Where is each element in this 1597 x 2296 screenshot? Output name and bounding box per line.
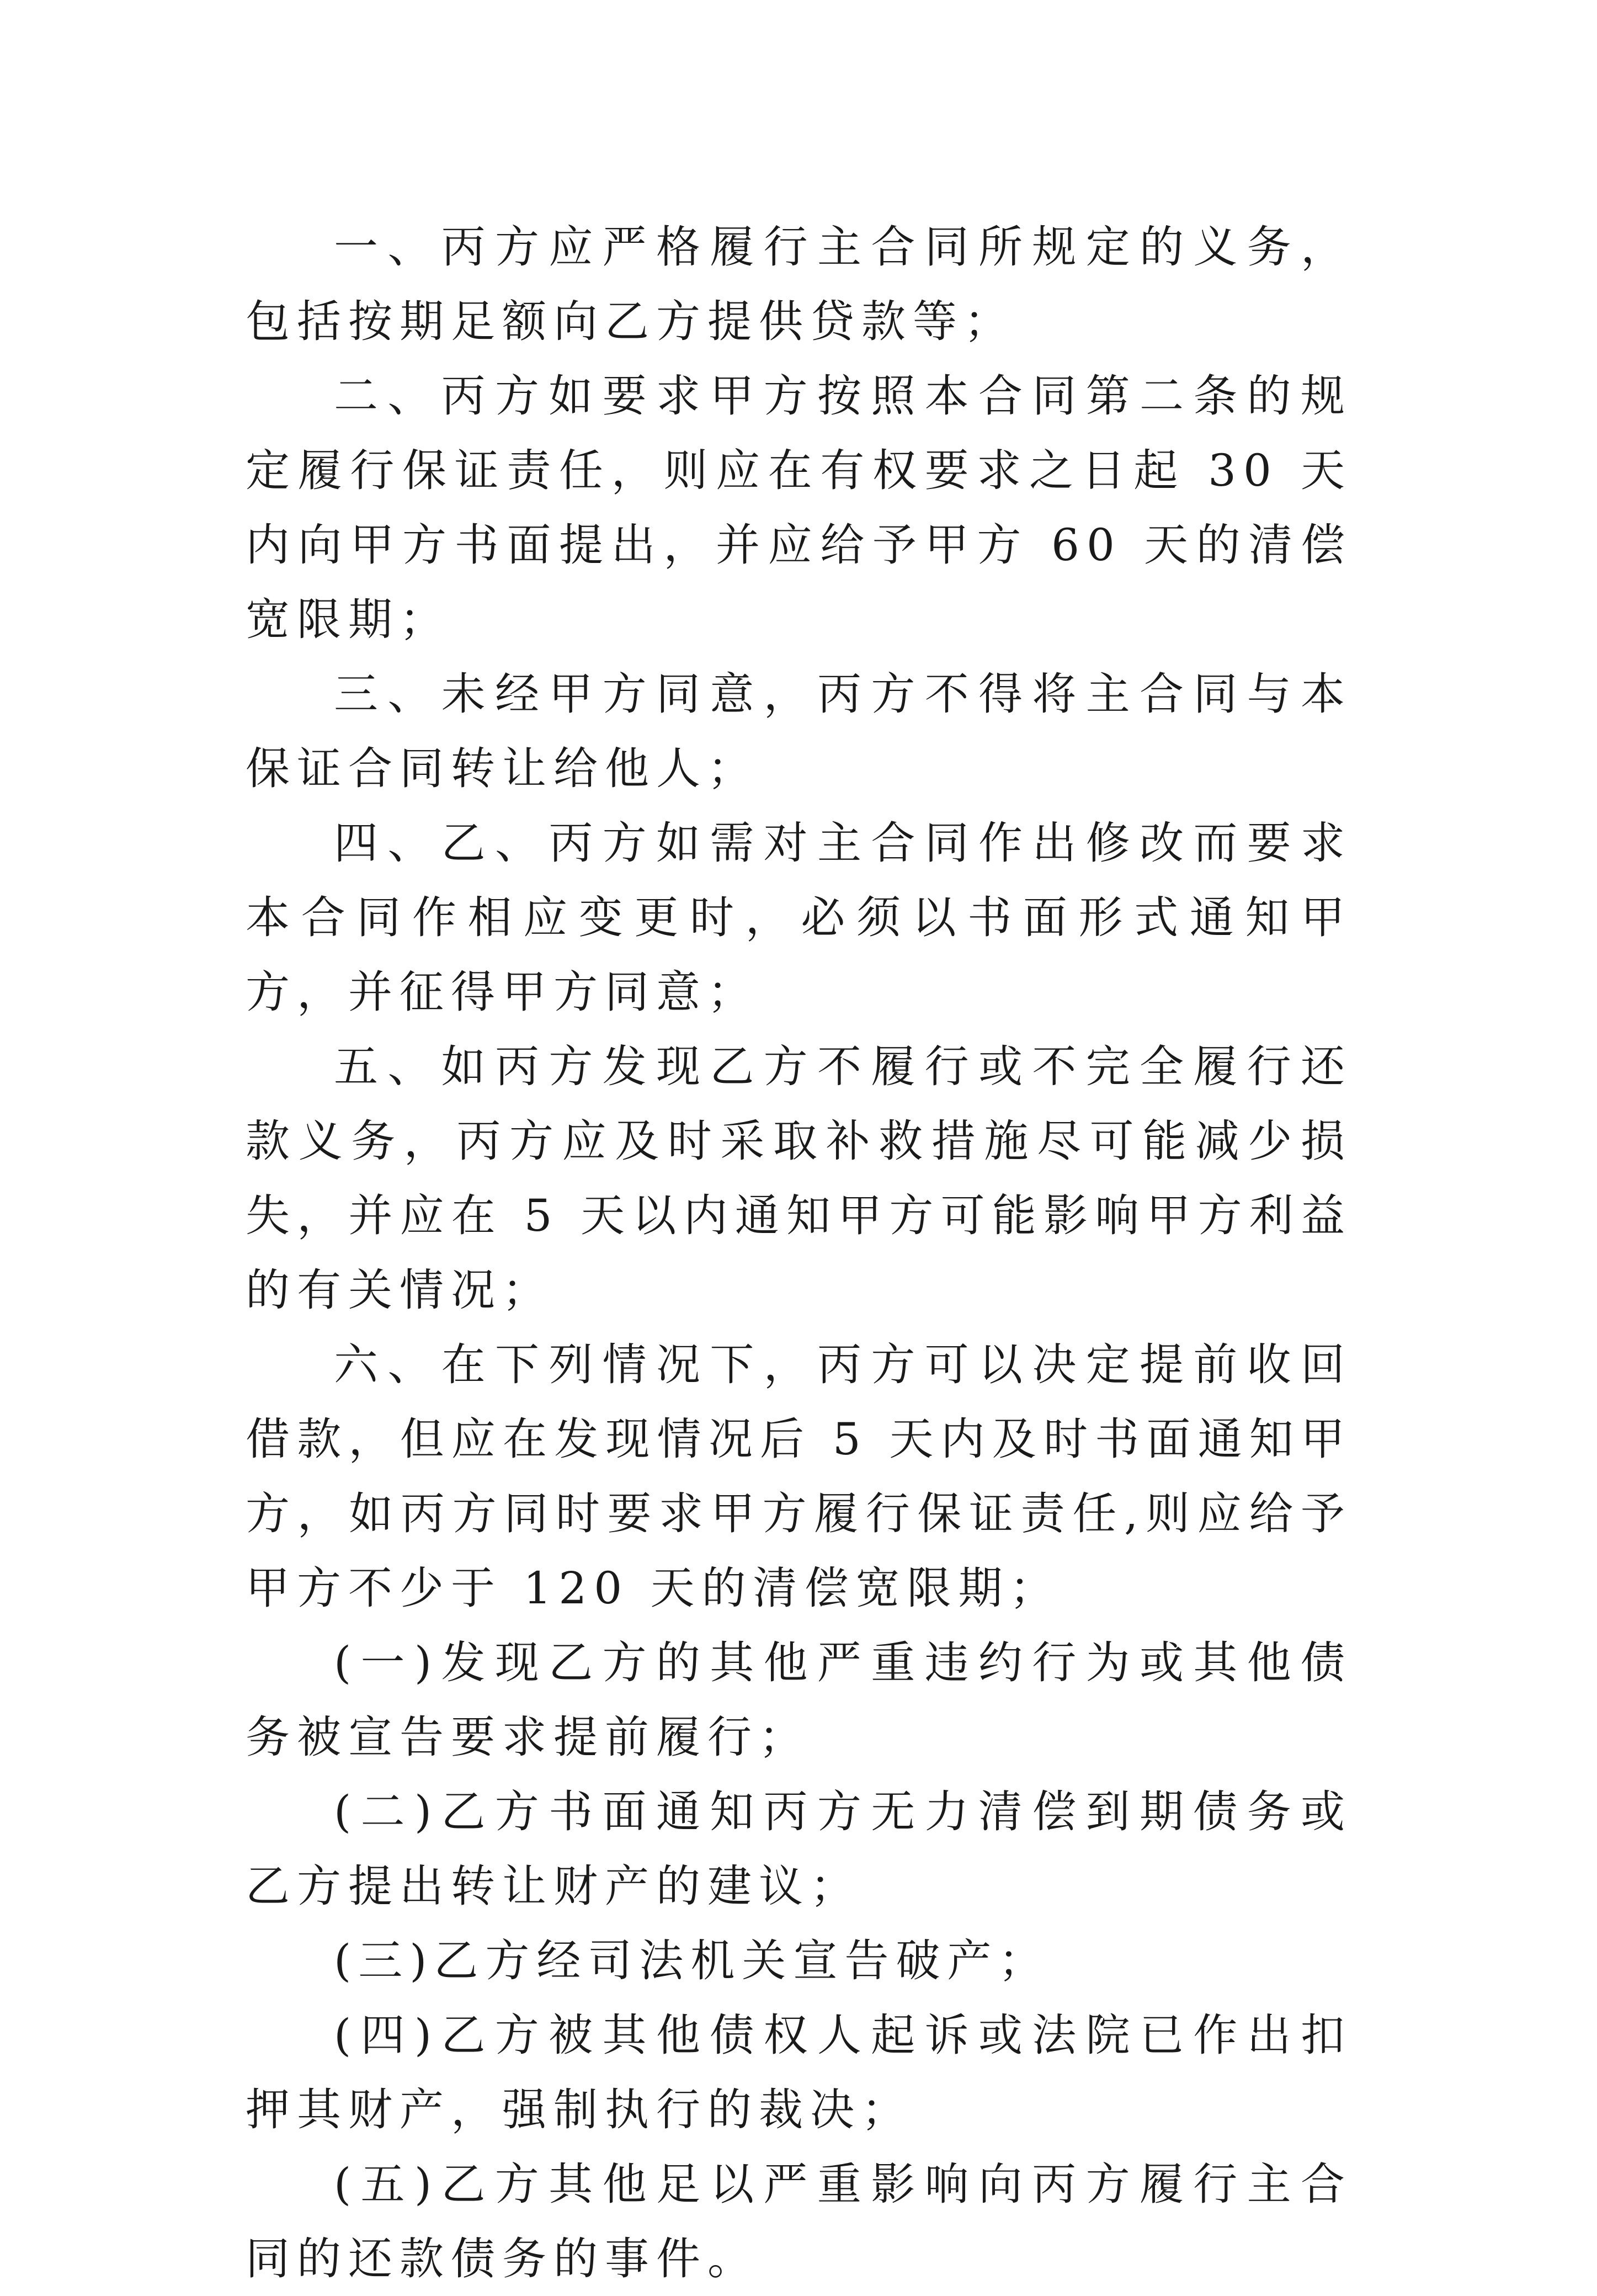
sub-clause-5: (五)乙方其他足以严重影响向丙方履行主合同的还款债务的事件。: [246, 2159, 1352, 2284]
sub-clause-4: (四)乙方被其他债权人起诉或法院已作出扣押其财产，强制执行的裁决；: [246, 2010, 1352, 2135]
clause-2: 二、丙方如要求甲方按照本合同第二条的规定履行保证责任，则应在有权要求之日起 30 天内向甲方书面提出，并应给予甲方 60 天的清偿宽限期；: [246, 370, 1352, 645]
document-body: [246, 210, 1352, 2296]
clause-4: 四、乙、丙方如需对主合同作出修改而要求本合同作相应变更时，必须以书面形式通知甲方，并征得甲方同意；: [246, 817, 1352, 1018]
clause-3: 三、未经甲方同意，丙方不得将主合同与本保证合同转让给他人；: [246, 668, 1352, 794]
sub-clause-2: (二)乙方书面通知丙方无力清偿到期债务或乙方提出转让财产的建议；: [246, 1786, 1352, 1912]
sub-clause-1: (一)发现乙方的其他严重违约行为或其他债务被宣告要求提前履行；: [246, 1637, 1352, 1763]
sub-clause-3: (三)乙方经司法机关宣告破产；: [334, 1935, 1050, 1986]
clause-5: 五、如丙方发现乙方不履行或不完全履行还款义务，丙方应及时采取补救措施尽可能减少损失，并应在 5 天以内通知甲方可能影响甲方利益的有关情况；: [246, 1041, 1352, 1316]
clause-6: 六、在下列情况下，丙方可以决定提前收回借款，但应在发现情况后 5 天内及时书面通知甲方，如丙方同时要求甲方履行保证责任,则应给予甲方不少于 120 天的清偿宽限期；: [246, 1339, 1352, 1614]
clause-1: 一、丙方应严格履行主合同所规定的义务，包括按期足额向乙方提供贷款等；: [246, 221, 1352, 347]
